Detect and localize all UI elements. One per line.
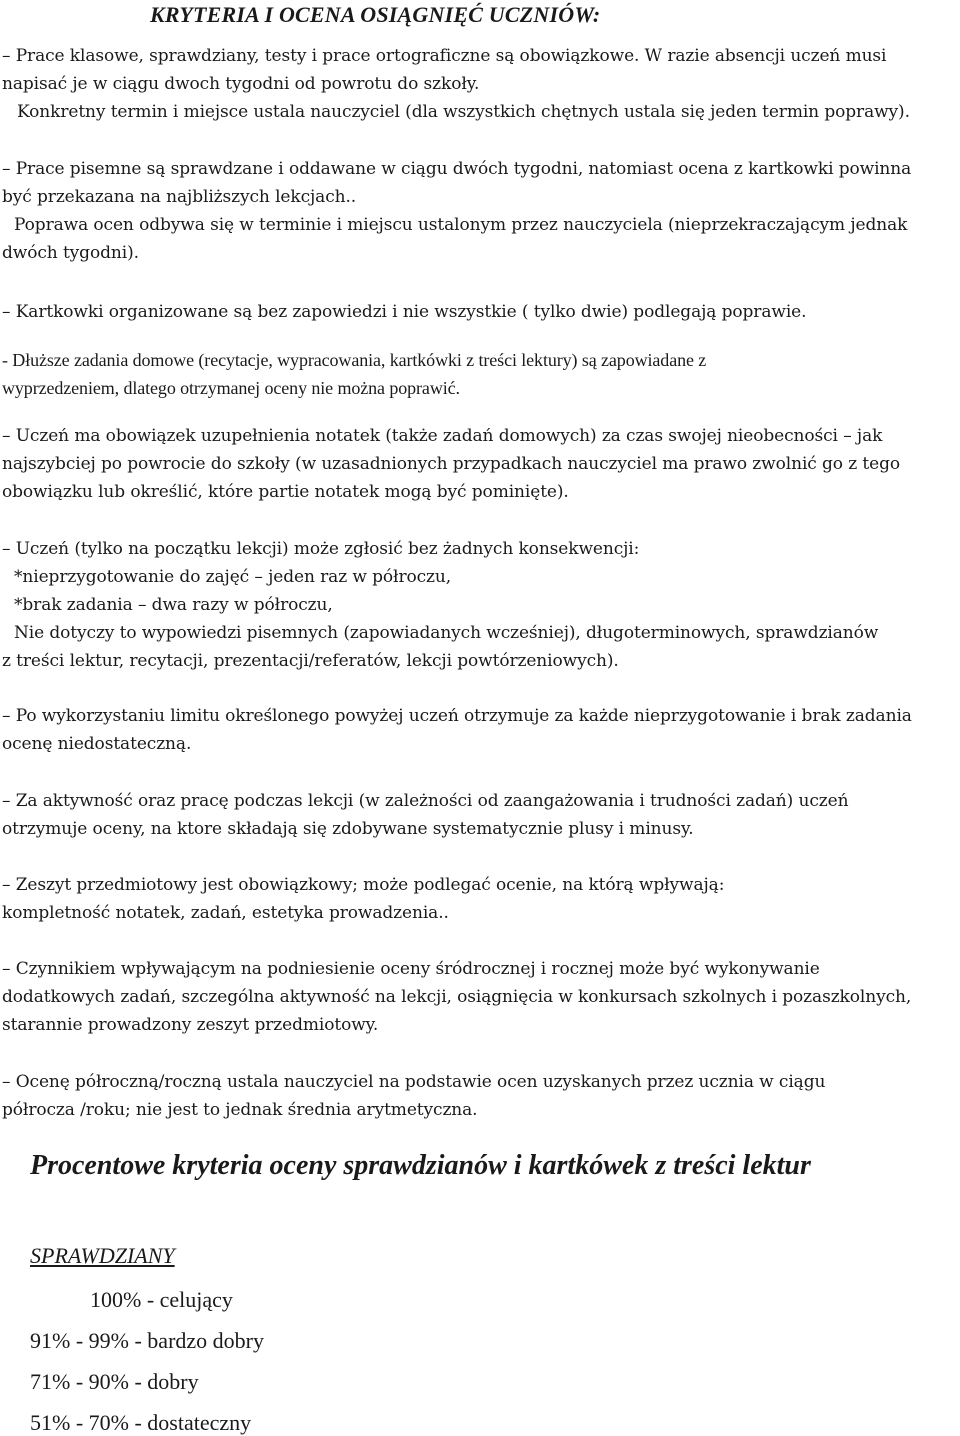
paragraph-line: dodatkowych zadań, szczególna aktywność na lekcji, osiągnięcia w konkursach szkolnych i pozaszkolnych, (2, 987, 912, 1007)
paragraph-notebook (2, 871, 958, 927)
grade-item: 51% - 70% - dostateczny (30, 1410, 252, 1435)
grade-item: 91% - 99% - bardzo dobry (30, 1328, 264, 1353)
paragraph-line: wyprzedzeniem, dlatego otrzymanej oceny nie można poprawić. (2, 378, 460, 398)
paragraph-line: *brak zadania – dwa razy w półroczu, (14, 595, 333, 615)
paragraph-line: – Za aktywność oraz pracę podczas lekcji (w zależności od zaangażowania i trudności zadań) uczeń (2, 791, 849, 811)
paragraph-line: - Dłuższe zadania domowe (recytacje, wypracowania, kartkówki z treści lektury) są zapowiadane z (2, 350, 707, 370)
paragraph-limit (2, 702, 958, 758)
subsection-title: SPRAWDZIANY (30, 1243, 175, 1268)
paragraph-line: obowiązku lub określić, które partie notatek mogą być pominięte). (2, 482, 569, 502)
paragraph-notes (2, 422, 958, 506)
paragraph-line: otrzymuje oceny, na ktore składają się zdobywane systematycznie plusy i minusy. (2, 819, 694, 839)
paragraph-line: ocenę niedostateczną. (2, 734, 192, 754)
paragraph-tests (2, 42, 958, 126)
paragraph-line: – Prace pisemne są sprawdzane i oddawane w ciągu dwóch tygodni, natomiast ocena z kartkowki powinna (2, 159, 912, 179)
paragraph-line: z treści lektur, recytacji, prezentacji/referatów, lekcji powtórzeniowych). (2, 651, 619, 671)
paragraph-line: starannie prowadzony zeszyt przedmiotowy. (2, 1015, 379, 1035)
paragraph-line: półrocza /roku; nie jest to jednak średnia arytmetyczna. (2, 1100, 478, 1120)
paragraph-line: kompletność notatek, zadań, estetyka prowadzenia.. (2, 903, 449, 923)
paragraph-extra-credit (2, 955, 958, 1039)
document-title: KRYTERIA I OCENA OSIĄGNIĘĆ UCZNIÓW: (150, 2, 601, 27)
paragraph-line: *nieprzygotowanie do zajęć – jeden raz w półroczu, (14, 567, 452, 587)
paragraph-line: być przekazana na najbliższych lekcjach.. (2, 187, 357, 207)
paragraph-line: – Kartkowki organizowane są bez zapowiedzi i nie wszystkie ( tylko dwie) podlegają poprawie. (2, 302, 807, 322)
paragraph-grading-time (2, 155, 958, 267)
paragraph-line: – Czynnikiem wpływającym na podniesienie oceny śródrocznej i rocznej może być wykonywanie (2, 959, 820, 979)
paragraph-line: Konkretny termin i miejsce ustala nauczyciel (dla wszystkich chętnych ustala się jeden termin poprawy). (17, 102, 910, 122)
paragraph-line: – Ocenę półroczną/roczną ustala nauczyciel na podstawie ocen uzyskanych przez ucznia w ciągu (2, 1072, 826, 1092)
paragraph-line: najszybciej po powrocie do szkoły (w uzasadnionych przypadkach nauczyciel ma prawo zwolnić go z tego (2, 454, 900, 474)
paragraph-line: – Uczeń (tylko na początku lekcji) może zgłosić bez żadnych konsekwencji: (2, 539, 640, 559)
paragraph-line: – Uczeń ma obowiązek uzupełnienia notatek (także zadań domowych) za czas swojej nieobecności – jak (2, 426, 883, 446)
paragraph-unprepared (2, 535, 958, 675)
section-title: Procentowe kryteria oceny sprawdzianów i kartkówek z treści lektur (30, 1150, 811, 1181)
paragraph-line: napisać je w ciągu dwoch tygodni od powrotu do szkoły. (2, 74, 480, 94)
paragraph-quizzes (2, 298, 958, 326)
paragraph-line: Nie dotyczy to wypowiedzi pisemnych (zapowiadanych wcześniej), długoterminowych, sprawdzianów (14, 623, 879, 643)
paragraph-final-grade (2, 1068, 958, 1124)
paragraph-line: dwóch tygodni). (2, 243, 139, 263)
paragraph-activity (2, 787, 958, 843)
paragraph-line: Poprawa ocen odbywa się w terminie i miejscu ustalonym przez nauczyciela (nieprzekraczającym jednak (14, 215, 908, 235)
grade-item: 100% - celujący (90, 1287, 233, 1312)
paragraph-homework (2, 346, 958, 402)
paragraph-line: – Po wykorzystaniu limitu określonego powyżej uczeń otrzymuje za każde nieprzygotowanie i brak zadania (2, 706, 912, 726)
grade-item: 71% - 90% - dobry (30, 1369, 199, 1394)
paragraph-line: – Zeszyt przedmiotowy jest obowiązkowy; może podlegać ocenie, na którą wpływają: (2, 875, 725, 895)
paragraph-line: – Prace klasowe, sprawdziany, testy i prace ortograficzne są obowiązkowe. W razie absencji uczeń musi (2, 46, 887, 66)
